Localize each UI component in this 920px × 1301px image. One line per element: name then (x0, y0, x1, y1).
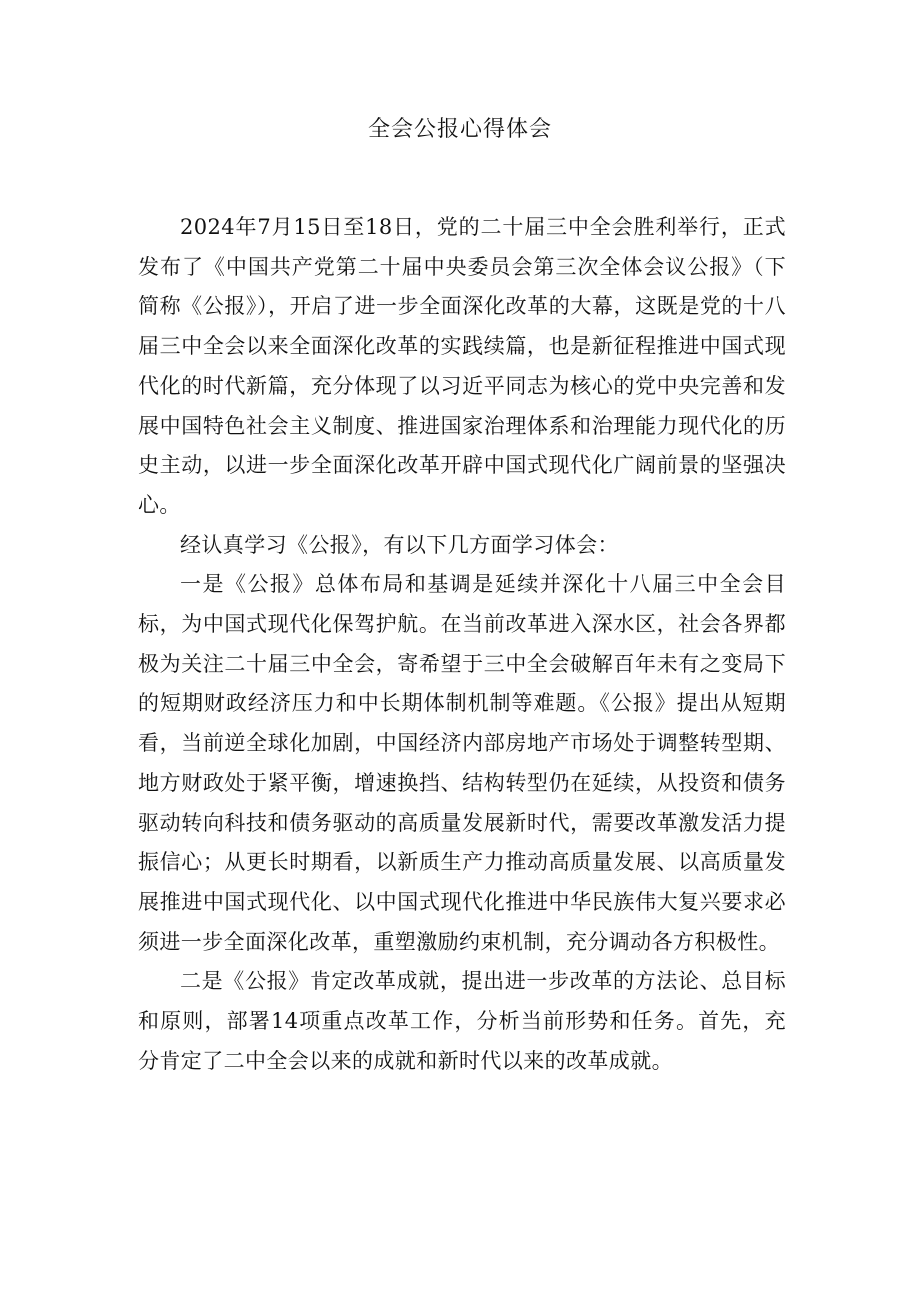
document-body (138, 208, 786, 1081)
paragraph-point-one: 一是《公报》总体布局和基调是延续并深化十八届三中全会目标，为中国式现代化保驾护航。在当前改革进入深水区，社会各界都极为关注二十届三中全会，寄希望于三中全会破解百年未有之变局下的短期财政经济压力和中长期体制机制等难题。《公报》提出从短期看，当前逆全球化加剧，中国经济内部房地产市场处于调整转型期、地方财政处于紧平衡，增速换挡、结构转型仍在延续，从投资和债务驱动转向科技和债务驱动的高质量发展新时代，需要改革激发活力提振信心；从更长时期看，以新质生产力推动高质量发展、以高质量发展推进中国式现代化、以中国式现代化推进中华民族伟大复兴要求必须进一步全面深化改革，重塑激励约束机制，充分调动各方积极性。 (138, 572, 786, 954)
paragraph-point-two: 二是《公报》肯定改革成就，提出进一步改革的方法论、总目标和原则，部署14项重点改革工作，分析当前形势和任务。首先，充分肯定了二中全会以来的成就和新时代以来的改革成就。 (138, 969, 786, 1073)
paragraph-study-lead: 经认真学习《公报》，有以下几方面学习体会： (180, 532, 619, 557)
paragraph-intro: 2024年7月15日至18日，党的二十届三中全会胜利举行，正式发布了《中国共产党第二十届中央委员会第三次全体会议公报》（下简称《公报》），开启了进一步全面深化改革的大幕，这既是党的十八届三中全会以来全面深化改革的实践续篇，也是新征程推进中国式现代化的时代新篇，充分体现了以习近平同志为核心的党中央完善和发展中国特色社会主义制度、推进国家治理体系和治理能力现代化的历史主动，以进一步全面深化改革开辟中国式现代化广阔前景的坚强决心。 (138, 215, 786, 517)
document-title: 全会公报心得体会 (367, 117, 552, 142)
